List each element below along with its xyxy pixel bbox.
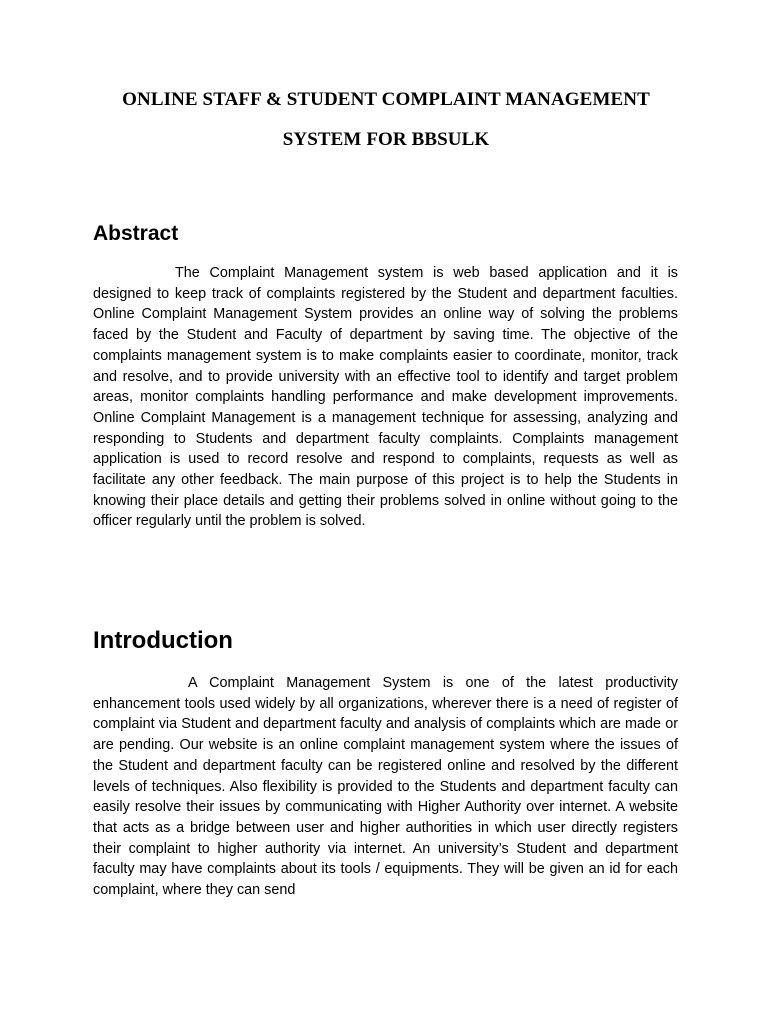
introduction-paragraph: A Complaint Management System is one of the latest productivity enhancement tools used widely by all organizations, wherever there is a need of register of complaint via Student and department faculty and analysis of complaints which are made or are pending. Our website is an online complaint management system where the issues of the Student and department faculty can be registered online and resolved by the different levels of techniques. Also flexibility is provided to the Students and department faculty can easily resolve their issues by communicating with Higher Authority over internet. A website that acts as a bridge between user and higher authorities in which user directly registers their complaint to higher authority via internet. An university’s Student and department faculty may have complaints about its tools / equipments. They will be given an id for each complaint, where they can send [93,675,678,899]
abstract-paragraph: The Complaint Management system is web based application and it is designed to keep track of complaints registered by the Student and department faculties. Online Complaint Management System provides an online way of solving the problems faced by the Student and Faculty of department by saving time. The objective of the complaints management system is to make complaints easier to coordinate, monitor, track and resolve, and to provide university with an effective tool to identify and target problem areas, monitor complaints handling performance and make development improvements. Online Complaint Management is a management technique for assessing, analyzing and responding to Students and department faculty complaints. Complaints management application is used to record resolve and respond to complaints, requests as well as facilitate any other feedback. The main purpose of this project is to help the Students in knowing their place details and getting their problems solved in online without going to the officer regularly until the problem is solved. [93,265,678,530]
document-title-line-2: SYSTEM FOR BBSULK [282,129,490,150]
introduction-heading: Introduction [93,627,233,654]
abstract-heading: Abstract [93,222,179,245]
document-title-line-1: ONLINE STAFF & STUDENT COMPLAINT MANAGEMENT [122,89,650,110]
